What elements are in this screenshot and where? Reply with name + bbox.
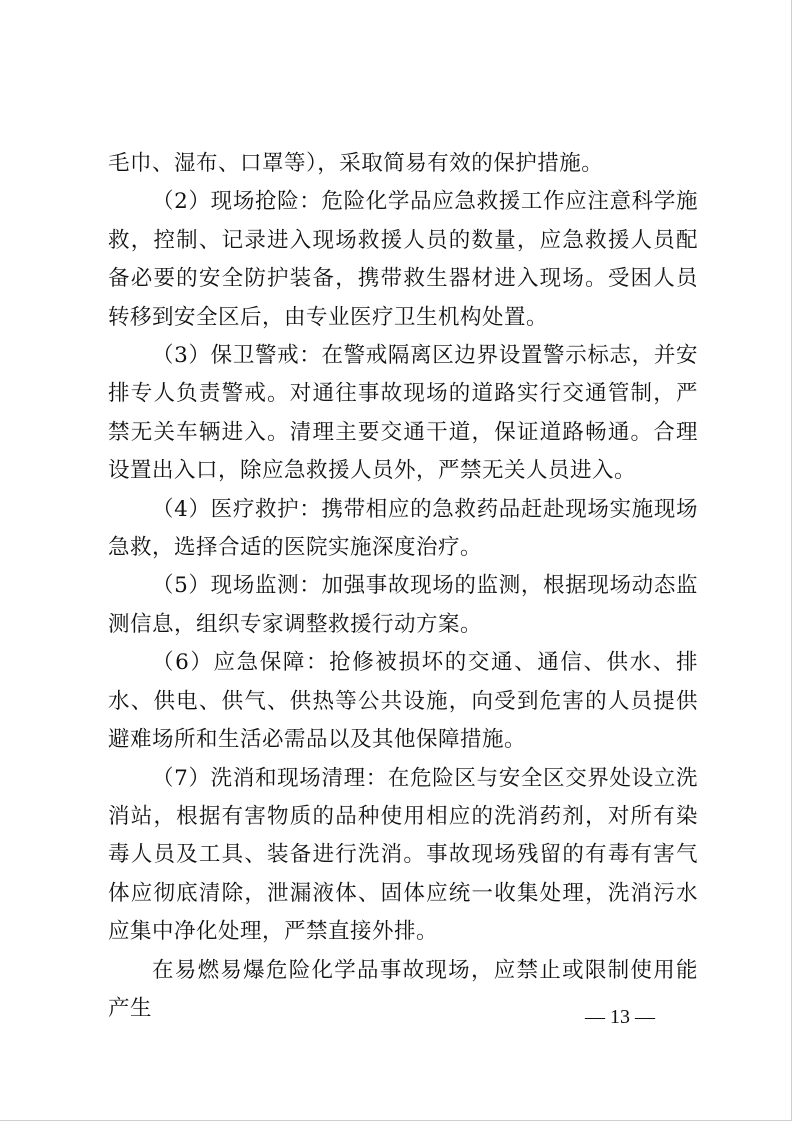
paragraph-continuation: 毛巾、湿布、口罩等），采取简易有效的保护措施。 bbox=[108, 151, 604, 176]
paragraph-security-cordon: （3）保卫警戒：在警戒隔离区边界设置警示标志，并安排专人负责警戒。对通往事故现场的道路实行交通管制，严禁无关车辆进入。清理主要交通干道，保证道路畅通。合理设置出入口，除应急救援人员外，严禁无关人员进入。 bbox=[108, 343, 698, 484]
paragraph-onsite-rescue: （2）现场抢险：危险化学品应急救援工作应注意科学施救，控制、记录进入现场救援人员的数量，应急救援人员配备必要的安全防护装备，携带救生器材进入现场。受困人员转移到安全区后，由专业医疗卫生机构处置。 bbox=[108, 189, 698, 330]
paragraph-decontamination: （7）洗消和现场清理：在危险区与安全区交界处设立洗消站，根据有害物质的品种使用相应的洗消药剂，对所有染毒人员及工具、装备进行洗消。事故现场残留的有毒有害气体应彻底清除，泄漏液体、固体应统一收集处理，洗消污水应集中净化处理，严禁直接外排。 bbox=[108, 765, 698, 945]
document-body bbox=[108, 145, 698, 1028]
paragraph-onsite-monitoring: （5）现场监测：加强事故现场的监测，根据现场动态监测信息，组织专家调整救援行动方案。 bbox=[108, 573, 698, 637]
paragraph-emergency-support: （6）应急保障：抢修被损坏的交通、通信、供水、排水、供电、供气、供热等公共设施，向受到危害的人员提供避难场所和生活必需品以及其他保障措施。 bbox=[108, 650, 698, 753]
page-number: — 13 — bbox=[585, 1006, 655, 1028]
paragraph-flammable-explosive: 在易燃易爆危险化学品事故现场，应禁止或限制使用能产生 bbox=[108, 957, 698, 1021]
paragraph-medical-aid: （4）医疗救护：携带相应的急救药品赶赴现场实施现场急救，选择合适的医院实施深度治疗。 bbox=[108, 496, 698, 561]
